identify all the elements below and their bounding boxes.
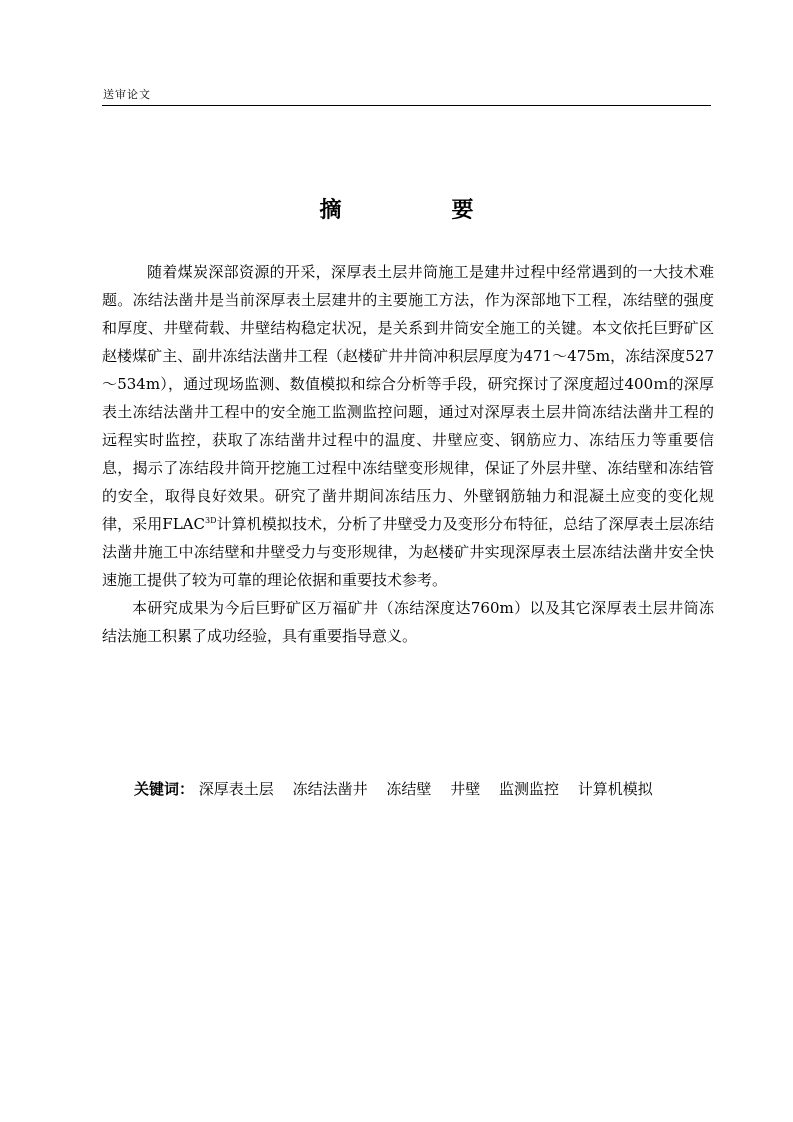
keywords-line [134,777,667,801]
abstract-paragraph-1 [102,258,714,594]
abstract-paragraph-1-text-cont: 计算机模拟技术，分析了井壁受力及变形分布特征，总结了深厚表土层冻结法凿井施工中冻结壁和井壁受力与变形规律，为赵楼矿井实现深厚表土层冻结法凿井安全快速施工提供了较为可靠的理论依据和重要技术参考。 [102,515,714,589]
keyword-item: 深厚表土层 [198,780,274,798]
keyword-item: 计算机模拟 [577,780,653,798]
abstract-body [102,258,714,650]
abstract-paragraph-2: 本研究成果为今后巨野矿区万福矿井（冻结深度达760m）以及其它深厚表土层井筒冻结法施工积累了成功经验，具有重要指导意义。 [102,599,714,645]
keyword-item: 冻结法凿井 [292,780,368,798]
flac-superscript: 3D [204,516,217,525]
abstract-paragraph-1-text: 随着煤炭深部资源的开采，深厚表土层井筒施工是建井过程中经常遇到的一大技术难题。冻结法凿井是当前深厚表土层建井的主要施工方法，作为深部地下工程，冻结壁的强度和厚度、井壁荷载、井壁结构稳定状况，是关系到井筒安全施工的关键。本文依托巨野矿区赵楼煤矿主、副井冻结法凿井工程（赵楼矿井井筒冲积层厚度为471～475m，冻结深度527～534m），通过现场监测、数值模拟和综合分析等手段，研究探讨了深度超过400ｍ的深厚表土冻结法凿井工程中的安全施工监测监控问题，通过对深厚表土层井筒冻结法凿井工程的远程实时监控，获取了冻结凿井过程中的温度、井壁应变、钢筋应力、冻结压力等重要信息，揭示了冻结段井筒开挖施工过程中冻结壁变形规律，保证了外层井壁、冻结壁和冻结管的安全，取得良好效果。研究了凿井期间冻结压力、外壁钢筋轴力和混凝土应变的变化规律，采用FLAC [102,263,714,533]
keywords-label: 关键词： [134,780,195,798]
header-divider [102,105,711,106]
keyword-item: 监测监控 [498,780,559,798]
header-label: 送审论文 [103,88,151,101]
abstract-title: 摘 要 [319,198,518,223]
keyword-item: 井壁 [450,780,481,798]
keyword-item: 冻结壁 [386,780,432,798]
